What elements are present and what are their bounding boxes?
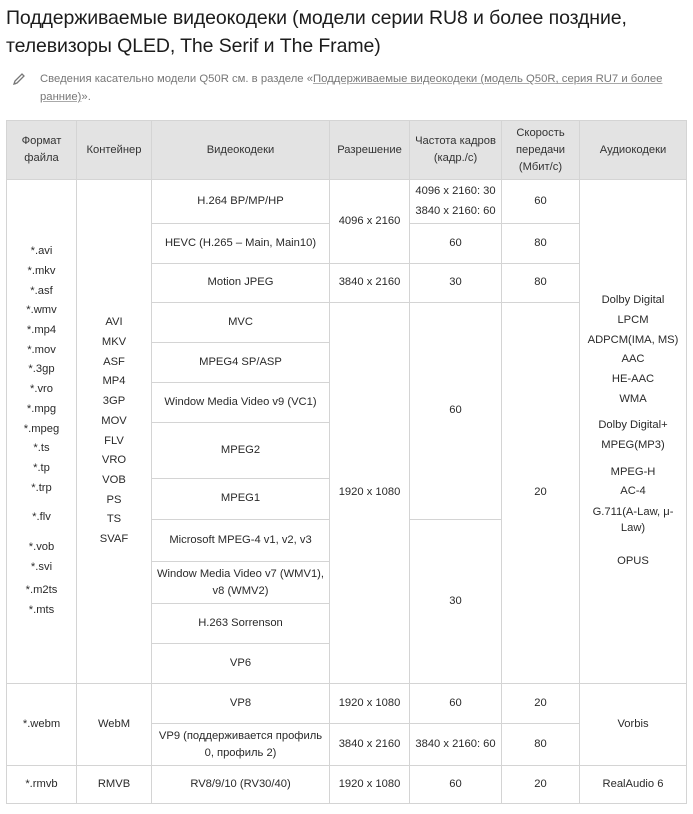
header-cell: Скорость передачи (Мбит/с) — [502, 121, 580, 180]
codec-cell: VP6 — [152, 644, 330, 684]
framerate-cell: 60 — [410, 224, 502, 264]
framerate-cell: 60 — [410, 684, 502, 724]
note-suffix: ». — [81, 91, 91, 103]
codec-cell: MPEG2 — [152, 423, 330, 479]
codec-cell: MPEG4 SP/ASP — [152, 343, 330, 383]
bitrate-cell: 20 — [502, 303, 580, 684]
bitrate-cell: 20 — [502, 766, 580, 804]
framerate-cell: 30 — [410, 520, 502, 684]
codec-table — [6, 120, 687, 804]
header-cell: Формат файла — [7, 121, 77, 180]
format-cell: *.rmvb — [7, 766, 77, 804]
header-cell: Контейнер — [77, 121, 152, 180]
bitrate-cell: 80 — [502, 264, 580, 303]
audio-cell: Vorbis — [580, 684, 687, 766]
note-prefix: Сведения касательно модели Q50R см. в разделе « — [40, 73, 313, 85]
format-cell: *.webm — [7, 684, 77, 766]
codec-cell: Microsoft MPEG-4 v1, v2, v3 — [152, 520, 330, 562]
info-note — [12, 70, 682, 106]
container-list: AVI MKV ASF MP4 3GP MOV FLV VRO VOB PS TS SVAF — [77, 180, 152, 684]
framerate-cell: 60 — [410, 303, 502, 520]
pencil-icon — [12, 72, 26, 86]
codec-cell: Window Media Video v9 (VC1) — [152, 383, 330, 423]
container-cell: RMVB — [77, 766, 152, 804]
resolution-cell: 1920 x 1080 — [330, 684, 410, 724]
audio-codec-list: Dolby Digital LPCM ADPCM(IMA, MS) AAC HE-AAC WMA Dolby Digital+ MPEG(MP3) MPEG-H AC-4 G.711(A-Law, μ-Law) OPUS — [580, 180, 687, 684]
codec-cell: VP9 (поддерживается профиль 0, профиль 2) — [152, 724, 330, 766]
note-link[interactable]: Поддерживаемые видеокодеки (модель Q50R, серия RU7 и более ранние) — [40, 73, 663, 103]
codec-cell: H.264 BP/MP/HP — [152, 180, 330, 224]
codec-cell: RV8/9/10 (RV30/40) — [152, 766, 330, 804]
codec-cell: MPEG1 — [152, 479, 330, 520]
framerate-cell: 3840 x 2160: 60 — [410, 724, 502, 766]
framerate-cell: 4096 x 2160: 30 3840 x 2160: 60 — [410, 180, 502, 224]
format-list: *.avi *.mkv *.asf *.wmv *.mp4 *.mov *.3gp *.vro *.mpg *.mpeg *.ts *.tp *.trp *.flv *.vob *.svi *.m2ts *.mts — [7, 180, 77, 684]
table-row — [7, 180, 687, 224]
codec-cell: HEVC (H.265 – Main, Main10) — [152, 224, 330, 264]
codec-cell: Motion JPEG — [152, 264, 330, 303]
bitrate-cell: 80 — [502, 224, 580, 264]
bitrate-cell: 20 — [502, 684, 580, 724]
codec-cell: VP8 — [152, 684, 330, 724]
resolution-cell: 1920 x 1080 — [330, 766, 410, 804]
page-title: Поддерживаемые видеокодеки (модели серии RU8 и более поздние, телевизоры QLED, The Serif и The Frame) — [6, 7, 627, 57]
resolution-cell: 1920 x 1080 — [330, 303, 410, 684]
bitrate-cell: 80 — [502, 724, 580, 766]
table-row — [7, 684, 687, 724]
codec-cell: MVC — [152, 303, 330, 343]
header-cell: Аудиокодеки — [580, 121, 687, 180]
codec-cell: Window Media Video v7 (WMV1), v8 (WMV2) — [152, 562, 330, 604]
bitrate-cell: 60 — [502, 180, 580, 224]
header-cell: Разрешение — [330, 121, 410, 180]
container-cell: WebM — [77, 684, 152, 766]
resolution-cell: 3840 x 2160 — [330, 264, 410, 303]
audio-cell: RealAudio 6 — [580, 766, 687, 804]
header-row — [7, 121, 687, 180]
framerate-cell: 30 — [410, 264, 502, 303]
codec-cell: H.263 Sorrenson — [152, 604, 330, 644]
table-row — [7, 766, 687, 804]
resolution-cell: 4096 x 2160 — [330, 180, 410, 264]
framerate-cell: 60 — [410, 766, 502, 804]
resolution-cell: 3840 x 2160 — [330, 724, 410, 766]
header-cell: Частота кадров (кадр./с) — [410, 121, 502, 180]
header-cell: Видеокодеки — [152, 121, 330, 180]
